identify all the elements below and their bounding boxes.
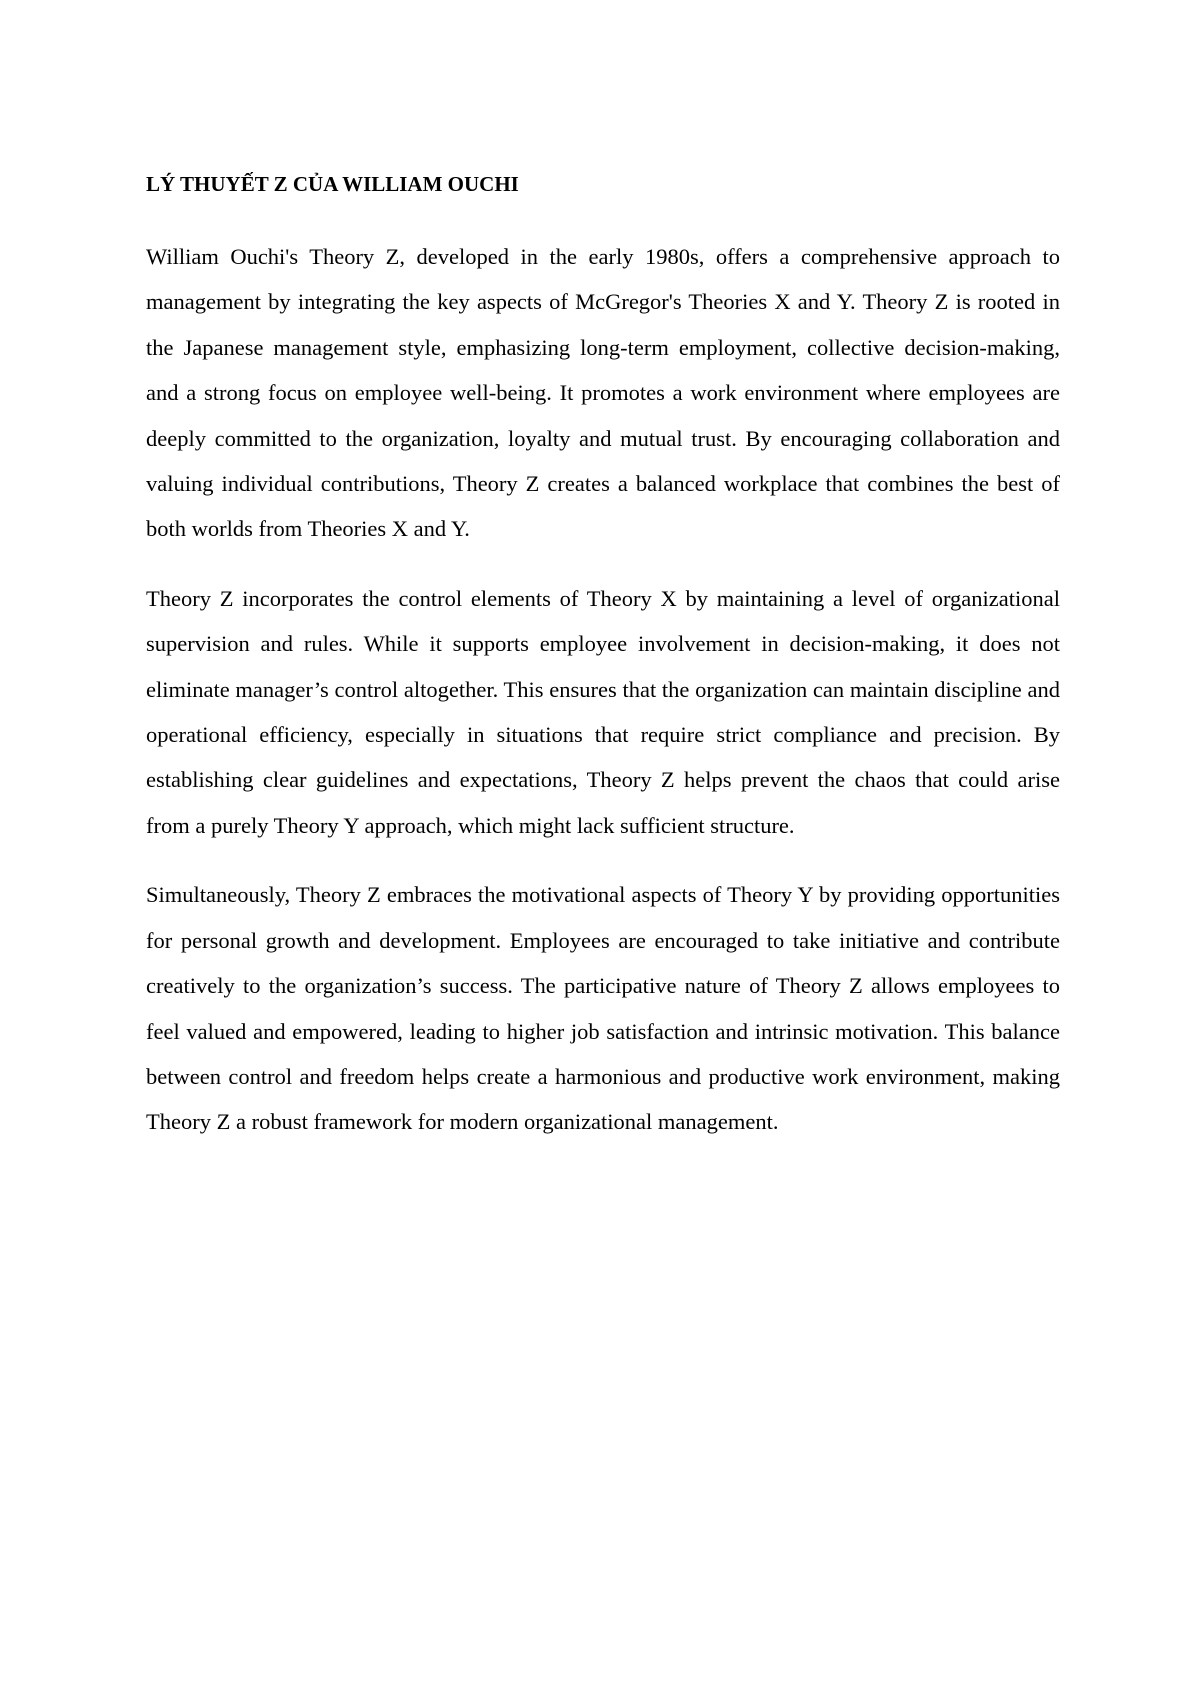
document-body — [146, 168, 1060, 1169]
paragraph-2: Theory Z incorporates the control elements of Theory X by maintaining a level of organizational supervision and rules. While it supports employee involvement in decision-making, it does not eliminate manager’s control altogether. This ensures that the organization can maintain discipline and operational efficiency, especially in situations that require strict compliance and precision. By establishing clear guidelines and expectations, Theory Z helps prevent the chaos that could arise from a purely Theory Y approach, which might lack sufficient structure. — [146, 585, 1060, 838]
paragraph-1: William Ouchi's Theory Z, developed in the early 1980s, offers a comprehensive approach to management by integrating the key aspects of McGregor's Theories X and Y. Theory Z is rooted in the Japanese management style, emphasizing long-term employment, collective decision-making, and a strong focus on employee well-being. It promotes a work environment where employees are deeply committed to the organization, loyalty and mutual trust. By encouraging collaboration and valuing individual contributions, Theory Z creates a balanced workplace that combines the best of both worlds from Theories X and Y. — [146, 244, 1060, 542]
document-title: LÝ THUYẾT Z CỦA WILLIAM OUCHI — [146, 172, 519, 196]
paragraph-3: Simultaneously, Theory Z embraces the motivational aspects of Theory Y by providing opportunities for personal growth and development. Employees are encouraged to take initiative and contribute creatively to the organization’s success. The participative nature of Theory Z allows employees to feel valued and empowered, leading to higher job satisfaction and intrinsic motivation. This balance between control and freedom helps create a harmonious and productive work environment, making Theory Z a robust framework for modern organizational management. — [146, 882, 1060, 1135]
